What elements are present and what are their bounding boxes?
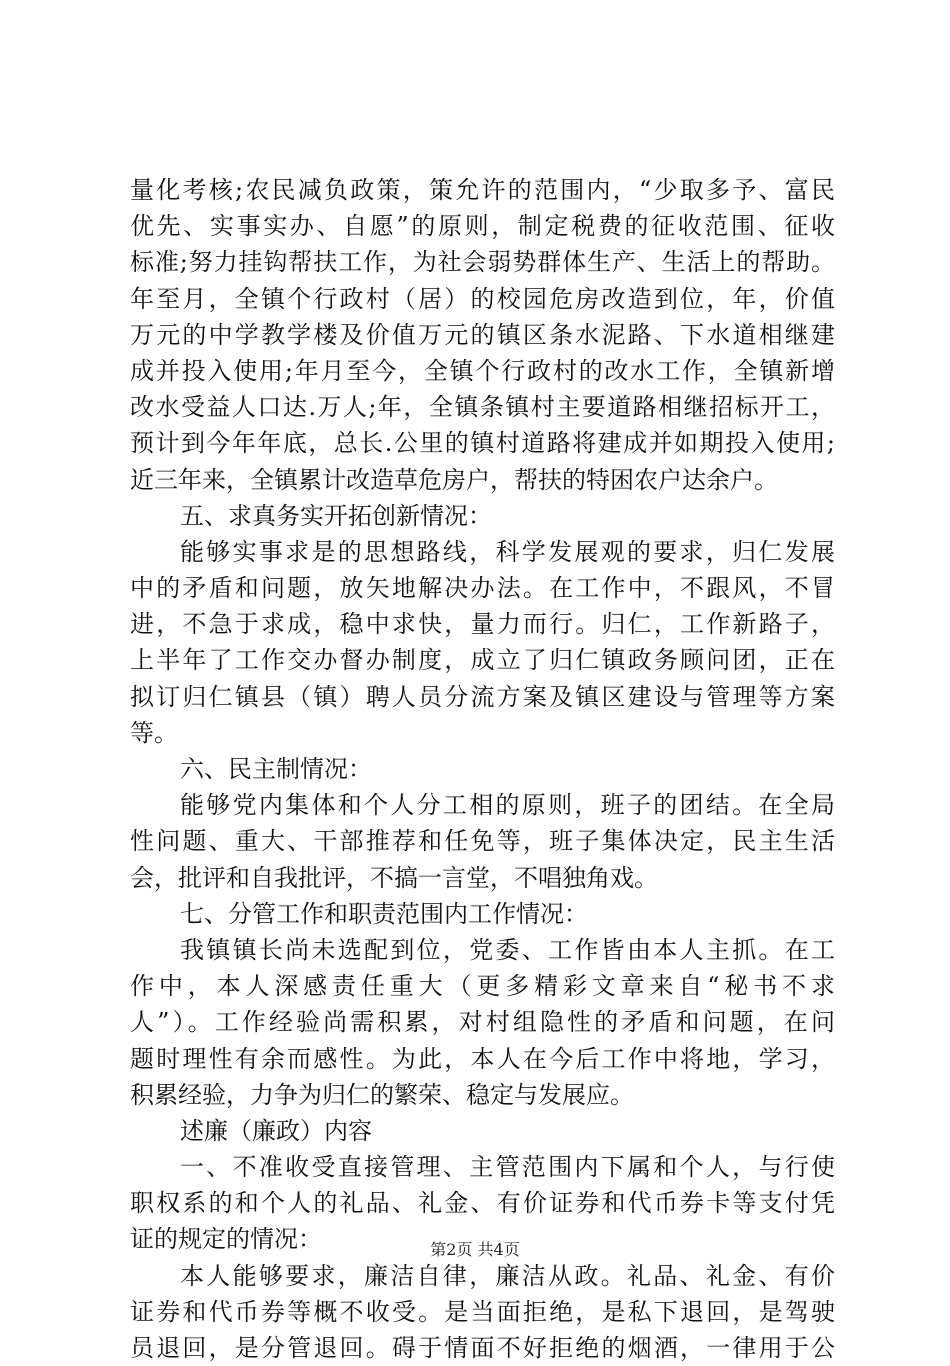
- text-line: 改水受益人口达.万人;年，全镇条镇村主要道路相继招标开工，: [130, 393, 835, 422]
- text-line: 题时理性有余而感性。为此，本人在今后工作中将地，学习，: [130, 1044, 835, 1073]
- text-line: 中的矛盾和问题，放矢地解决办法。在工作中，不跟风，不冒: [130, 574, 835, 603]
- text-line: 进，不急于求成，稳中求快，量力而行。归仁，工作新路子，: [130, 610, 835, 639]
- document-body: [130, 172, 835, 1366]
- text-line: 本人能够要求，廉洁自律，廉洁从政。礼品、礼金、有价: [180, 1261, 835, 1290]
- text-line: 万元的中学教学楼及价值万元的镇区条水泥路、下水道相继建: [130, 320, 835, 349]
- section-heading: 六、民主制情况：: [180, 755, 372, 783]
- text-line: 预计到今年年底，总长.公里的镇村道路将建成并如期投入使用;: [130, 429, 835, 458]
- text-line: 作中，本人深感责任重大（更多精彩文章来自“秘书不求: [130, 972, 835, 1001]
- text-line: 能够党内集体和个人分工相的原则，班子的团结。在全局: [180, 791, 835, 820]
- text-line: 成并投入使用;年月至今，全镇个行政村的改水工作，全镇新增: [130, 356, 835, 385]
- text-line: 量化考核;农民减负政策，策允许的范围内，“少取多予、富民: [130, 176, 835, 204]
- text-line: 人”）。工作经验尚需积累，对村组隐性的矛盾和问题，在问: [130, 1008, 835, 1037]
- section-heading: 述廉（廉政）内容: [180, 1116, 372, 1145]
- section-heading: 五、求真务实开拓创新情况：: [180, 501, 492, 530]
- text-line: 年至月，全镇个行政村（居）的校园危房改造到位，年，价值: [130, 284, 835, 313]
- text-line: 上半年了工作交办督办制度，成立了归仁镇政务顾问团，正在: [130, 646, 835, 675]
- text-line: 标准;努力挂钩帮扶工作，为社会弱势群体生产、生活上的帮助。: [130, 248, 835, 277]
- text-line: 员退回，是分管退回。碍于情面不好拒绝的烟酒，一律用于公: [130, 1334, 835, 1362]
- text-line: 性问题、重大、干部推荐和任免等，班子集体决定，民主生活: [130, 827, 835, 856]
- text-line: 拟订归仁镇县（镇）聘人员分流方案及镇区建设与管理等方案: [130, 682, 835, 711]
- page-number-footer: 第2页 共4页: [430, 1240, 520, 1259]
- text-line: 积累经验，力争为归仁的繁荣、稳定与发展应。: [130, 1080, 634, 1109]
- section-heading: 七、分管工作和职责范围内工作情况：: [180, 899, 588, 928]
- text-line: 证券和代币券等概不收受。是当面拒绝，是私下退回，是驾驶: [130, 1297, 835, 1326]
- text-line: 我镇镇长尚未选配到位，党委、工作皆由本人主抓。在工: [180, 935, 835, 964]
- text-line: 证的规定的情况：: [130, 1225, 322, 1254]
- text-line: 近三年来，全镇累计改造草危房户，帮扶的特困农户达余户。: [130, 465, 778, 494]
- text-line: 能够实事求是的思想路线，科学发展观的要求，归仁发展: [180, 537, 835, 566]
- text-line: 等。: [130, 718, 178, 747]
- text-line: 优先、实事实办、自愿”的原则，制定税费的征收范围、征收: [130, 212, 835, 241]
- text-line: 会，批评和自我批评，不搞一言堂，不唱独角戏。: [130, 863, 658, 892]
- text-line: 一、不准收受直接管理、主管范围内下属和个人，与行使: [180, 1153, 835, 1182]
- text-line: 职权系的和个人的礼品、礼金、有价证券和代币券卡等支付凭: [130, 1189, 835, 1218]
